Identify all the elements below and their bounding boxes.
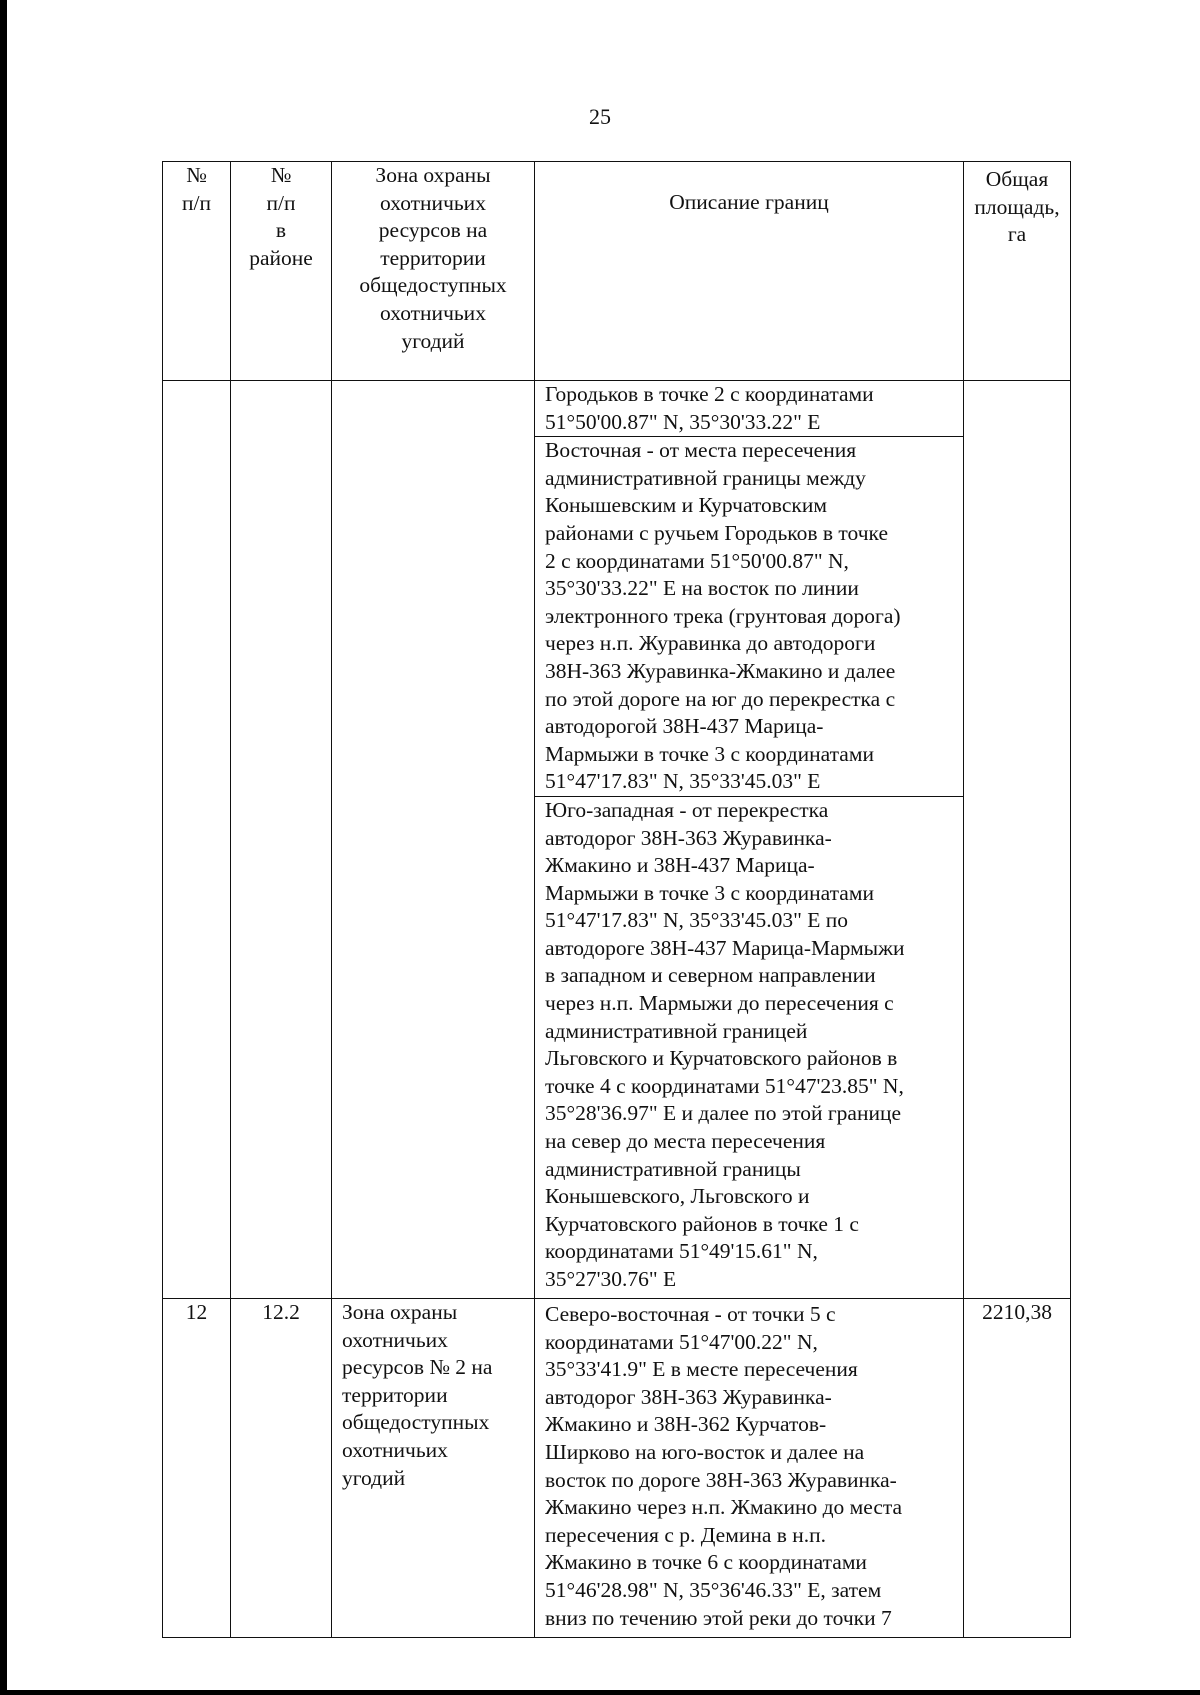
description-segment (535, 436, 963, 796)
description-line: Конышевского, Льговского и (545, 1184, 810, 1209)
header-zone (332, 162, 535, 381)
description-line: районами с ручьем Городьков в точке (545, 520, 889, 545)
description-line: Жмакино и 38Н-437 Марица- (545, 853, 815, 878)
description-line: административной границы (545, 1156, 801, 1181)
cell-district-num: 12.2 (231, 1299, 332, 1638)
description-line: Жмакино в точке 6 с координатами (545, 1550, 867, 1575)
header-area-line: площадь, (974, 194, 1060, 219)
cell-description (535, 1299, 964, 1638)
description-line: Ширково на юго-восток и далее на (545, 1439, 865, 1464)
header-description (535, 162, 964, 381)
cell-description-segments (535, 381, 964, 1299)
header-zone-line: Зона охраны (375, 163, 491, 187)
description-line: Северо-восточная - от точки 5 с (545, 1302, 836, 1326)
description-line: 2 с координатами 51°50'00.87" N, (545, 548, 849, 573)
description-line: 35°27'30.76" E (545, 1267, 677, 1291)
header-zone-line: ресурсов на (378, 218, 488, 243)
description-line: по этой дороге на юг до перекрестка с (545, 686, 896, 711)
description-line: 35°28'36.97" E и далее по этой границе (545, 1101, 902, 1126)
description-segment (535, 796, 963, 1294)
description-line: Жмакино и 38Н-362 Курчатов- (545, 1412, 827, 1437)
table-header-row (163, 162, 1071, 381)
header-district-num-line: в (275, 218, 287, 243)
header-description-text: Описание границ (669, 190, 829, 214)
description-line: электронного трека (грунтовая дорога) (545, 603, 901, 628)
cell-num: 12 (163, 1299, 231, 1638)
description-line: в западном и северном направлении (545, 963, 876, 988)
header-num-line: № (186, 163, 207, 187)
description-line: через н.п. Мармыжи до пересечения с (545, 991, 894, 1016)
description-line: пересечения с р. Демина в н.п. (545, 1522, 827, 1547)
scan-edge-bottom (0, 1690, 1200, 1695)
header-district-num-line: районе (249, 245, 313, 270)
header-zone-line: охотничьих (380, 190, 486, 215)
description-line: автодороге 38Н-437 Марица-Мармыжи (545, 935, 905, 960)
description-line: 35°30'33.22" E на восток по линии (545, 576, 859, 601)
header-num-line: п/п (182, 190, 211, 215)
boundaries-table (162, 161, 1071, 1638)
description-line: Мармыжи в точке 3 с координатами (545, 741, 874, 766)
description-line: через н.п. Журавинка до автодороги (545, 631, 876, 656)
description-line: Городьков в точке 2 с координатами (545, 382, 874, 406)
zone-line: угодий (342, 1465, 406, 1490)
description-line: автодорогой 38Н-437 Марица- (545, 714, 824, 739)
zone-line: территории (342, 1382, 448, 1407)
description-line: автодорог 38Н-363 Журавинка- (545, 1384, 832, 1409)
header-zone-line: общедоступных (359, 273, 507, 298)
description-line: Жмакино через н.п. Жмакино до места (545, 1495, 903, 1520)
cell-zone (332, 1299, 535, 1638)
header-zone-line: территории (380, 245, 486, 270)
description-line: Восточная - от места пересечения (545, 438, 857, 463)
description-line: 51°47'17.83" N, 35°33'45.03" E (545, 769, 821, 794)
table-row-continued (163, 381, 1071, 1299)
cell-area: 2210,38 (964, 1299, 1071, 1638)
zone-line: общедоступных (342, 1410, 490, 1435)
zone-line: Зона охраны (342, 1300, 458, 1324)
cell-district-num-empty (231, 381, 332, 1299)
description-line: вниз по течению этой реки до точки 7 (545, 1605, 892, 1630)
description-segment (535, 381, 963, 436)
description-line: 51°46'28.98" N, 35°36'46.33" E, затем (545, 1577, 882, 1602)
description-line: точке 4 с координатами 51°47'23.85" N, (545, 1073, 904, 1098)
description-line: Курчатовского районов в точке 1 с (545, 1211, 859, 1236)
header-district-num-line: № (270, 163, 292, 187)
header-zone-line: охотничьих (380, 300, 486, 325)
description-line: координатами 51°49'15.61" N, (545, 1239, 818, 1264)
header-district-num (231, 162, 332, 381)
description-line: координатами 51°47'00.22" N, (545, 1329, 818, 1354)
description-line: Мармыжи в точке 3 с координатами (545, 880, 874, 905)
cell-zone-empty (332, 381, 535, 1299)
zone-line: ресурсов № 2 на (342, 1355, 493, 1380)
page-number: 25 (589, 104, 611, 129)
description-line: 38Н-363 Журавинка-Жмакино и далее (545, 658, 896, 683)
zone-line: охотничьих (342, 1437, 448, 1462)
description-line: Конышевским и Курчатовским (545, 493, 827, 518)
header-district-num-line: п/п (266, 190, 296, 215)
header-num (163, 162, 231, 381)
header-area-line: га (1007, 222, 1027, 247)
description-line: 35°33'41.9" E в месте пересечения (545, 1357, 858, 1382)
description-line: 51°47'17.83" N, 35°33'45.03" E по (545, 908, 849, 933)
description-line: административной границы между (545, 465, 866, 490)
table-row-12 (163, 1299, 1071, 1638)
header-area (964, 162, 1071, 381)
cell-area-empty (964, 381, 1071, 1299)
description-line: административной границей (545, 1018, 808, 1043)
header-area-line: Общая (985, 167, 1049, 191)
description-line: восток по дороге 38Н-363 Журавинка- (545, 1467, 897, 1492)
cell-num-empty (163, 381, 231, 1299)
description-line: Льговского и Курчатовского районов в (545, 1046, 898, 1071)
header-zone-line: угодий (401, 328, 465, 353)
description-line: автодорог 38Н-363 Журавинка- (545, 825, 832, 850)
description-line: Юго-западная - от перекрестка (545, 797, 829, 822)
zone-line: охотничьих (342, 1327, 448, 1352)
scan-edge-left (0, 0, 7, 1695)
description-line: 51°50'00.87" N, 35°30'33.22" E (545, 409, 821, 434)
description-line: на север до места пересечения (545, 1129, 826, 1154)
